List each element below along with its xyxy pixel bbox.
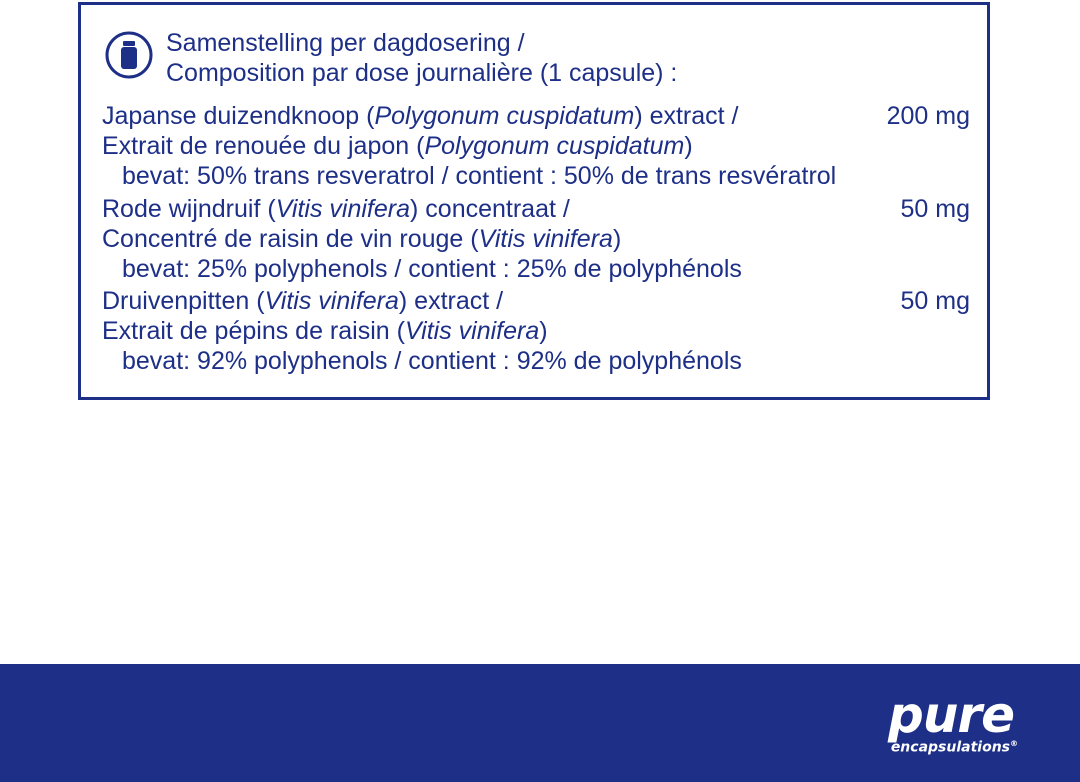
ingredient-2-amount: 50 mg: [900, 195, 970, 223]
brand-logo: pure: [888, 686, 1014, 744]
ingredient-2-fr: Concentré de raisin de vin rouge (Vitis vinifera): [102, 225, 622, 253]
ingredient-3-fr: Extrait de pépins de raisin (Vitis vinifera): [102, 317, 548, 345]
ingredient-2-nl: Rode wijndruif (Vitis vinifera) concentraat /: [102, 195, 570, 223]
ingredient-1-fr: Extrait de renouée du japon (Polygonum cuspidatum): [102, 132, 693, 160]
ingredient-1-contains: bevat: 50% trans resveratrol / contient : 50% de trans resvératrol: [122, 162, 837, 190]
ingredient-3-contains: bevat: 92% polyphenols / contient : 92% de polyphénols: [122, 347, 742, 375]
footer-band: [0, 664, 1080, 782]
header-line-fr: Composition par dose journalière (1 capsule) :: [166, 59, 678, 87]
ingredient-1-amount: 200 mg: [886, 102, 970, 130]
ingredient-1-nl: Japanse duizendknoop (Polygonum cuspidatum) extract /: [102, 102, 739, 130]
ingredient-3-amount: 50 mg: [900, 287, 970, 315]
ingredient-3-nl: Druivenpitten (Vitis vinifera) extract /: [102, 287, 504, 315]
ingredient-2-contains: bevat: 25% polyphenols / contient : 25% de polyphénols: [122, 255, 742, 283]
capsule-bottle-icon: [104, 30, 154, 80]
header-line-nl: Samenstelling per dagdosering /: [166, 29, 525, 57]
brand-subtitle: encapsulations®: [890, 739, 1018, 756]
